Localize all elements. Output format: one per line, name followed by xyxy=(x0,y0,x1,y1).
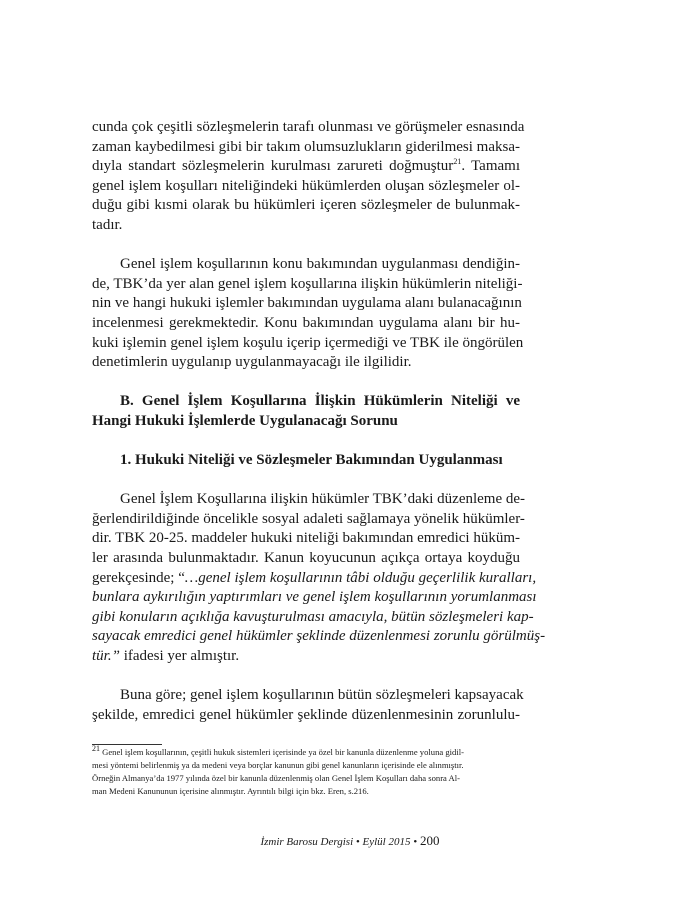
publication-name: İzmir Barosu Dergisi • Eylül 2015 • xyxy=(260,836,418,848)
section-heading: B. Genel İşlem Koşullarına İlişkin Hükümlerin Niteliği ve xyxy=(120,393,520,410)
page-footer xyxy=(230,833,470,849)
footnote-divider xyxy=(92,744,162,745)
footnote-ref[interactable]: 21 xyxy=(453,157,462,167)
text-line: dıyla standart sözleşmelerin kurulması zarureti doğmuştur$^{21}$. Tamamı xyxy=(92,157,521,175)
text-line: Buna göre; genel işlem koşullarının bütün sözleşmeleri kapsayacak xyxy=(120,687,524,704)
text-line: şekilde, emredici genel hükümler şeklinde düzenlenmesinin zorunlulu- xyxy=(92,706,520,723)
text-line: nin ve hangi hukuki işlemler bakımından uygulama alanı bulanacağının xyxy=(92,295,522,312)
text-line: kuki işlemin genel işlem koşulu içerip içermediği ve TBK ile öngörülen xyxy=(92,334,524,351)
text-line: Genel İşlem Koşullarına ilişkin hükümler TBK’daki düzenleme de- xyxy=(120,491,526,508)
footnote xyxy=(92,746,520,798)
text-line: cunda çok çeşitli sözleşmelerin tarafı olunması ve görüşmeler esnasında xyxy=(92,119,525,135)
footnote-number: 21 xyxy=(92,744,100,754)
text-line: tadır. xyxy=(92,216,123,233)
text-line: ğerlendirildiğinde öncelikle sosyal adaleti sağlamaya yönelik hükümler- xyxy=(92,510,525,527)
text-line: ler arasında bulunmaktadır. Kanun koyucunun açıkça ortaya koyduğu xyxy=(92,550,520,567)
text-line: dir. TBK 20-25. maddeler hukuki niteliği bakımından emredici hüküm- xyxy=(92,530,520,547)
page-number: 200 xyxy=(420,833,440,848)
subsection-heading: 1. Hukuki Niteliği ve Sözleşmeler Bakımından Uygulanması xyxy=(120,452,503,469)
body-text xyxy=(92,118,546,725)
footnote-line: mesi yöntemi belirlenmiş ya da medeni veya borçlar kanunun gibi genel kanunların içerisinde ele alınmıştır. xyxy=(92,760,464,770)
footnote-line: man Medeni Kanununun içerisine alınmıştır. Ayrıntılı bilgi için bkz. Eren, s.216. xyxy=(92,786,369,796)
quoted-text: bunlara aykırılığın yaptırımları ve genel işlem koşullarının yorumlanması xyxy=(92,589,537,606)
text-line: duğu gibi kısmi olarak bu hükümleri içeren sözleşmeler de bulunmak- xyxy=(92,197,520,214)
quoted-text: sayacak emredici genel hükümler şeklinde düzenlenmesi zorunlu görülmüş- xyxy=(92,628,546,645)
text-line: genel işlem koşulları niteliğindeki hükümlerden oluşan sözleşmeler ol- xyxy=(92,177,520,194)
text-line: zaman kaybedilmesi gibi bir takım olumsuzlukların giderilmesi maksa- xyxy=(92,138,520,155)
footnote-line: $^{21}$ Genel işlem koşullarının, çeşitli hukuk sistemleri içerisinde ya özel bir kanunla düzenlenme yoluna gidil- xyxy=(92,744,464,757)
quoted-text: gibi konuların açıklığa kavuşturulması amacıyla, bütün sözleşmeleri kap- xyxy=(92,608,534,625)
text-line: incelenmesi gerekmektedir. Konu bakımından uygulama alanı bir hu- xyxy=(92,314,520,331)
text-line: tür.” ifadesi yer almıştır. xyxy=(92,648,240,665)
text-line: denetimlerin uygulanıp uygulanmayacağı ile ilgilidir. xyxy=(92,354,412,371)
text-line: gerekçesinde; “…genel işlem koşullarının tâbi olduğu geçerlilik kuralları, xyxy=(92,569,537,586)
text-line: Genel işlem koşullarının konu bakımından uygulanması dendiğin- xyxy=(120,256,520,273)
text-line: de, TBK’da yer alan genel işlem koşullarına ilişkin hükümlerin niteliği- xyxy=(92,275,523,292)
section-heading: Hangi Hukuki İşlemlerde Uygulanacağı Sorunu xyxy=(92,412,398,429)
quoted-text: …genel işlem koşullarının tâbi olduğu geçerlilik kuralları, xyxy=(184,569,537,586)
footnote-line: Örneğin Almanya’da 1977 yılında özel bir kanunla düzenlenmiş olan Genel İşlem Koşulları daha sonra Al- xyxy=(92,773,460,783)
